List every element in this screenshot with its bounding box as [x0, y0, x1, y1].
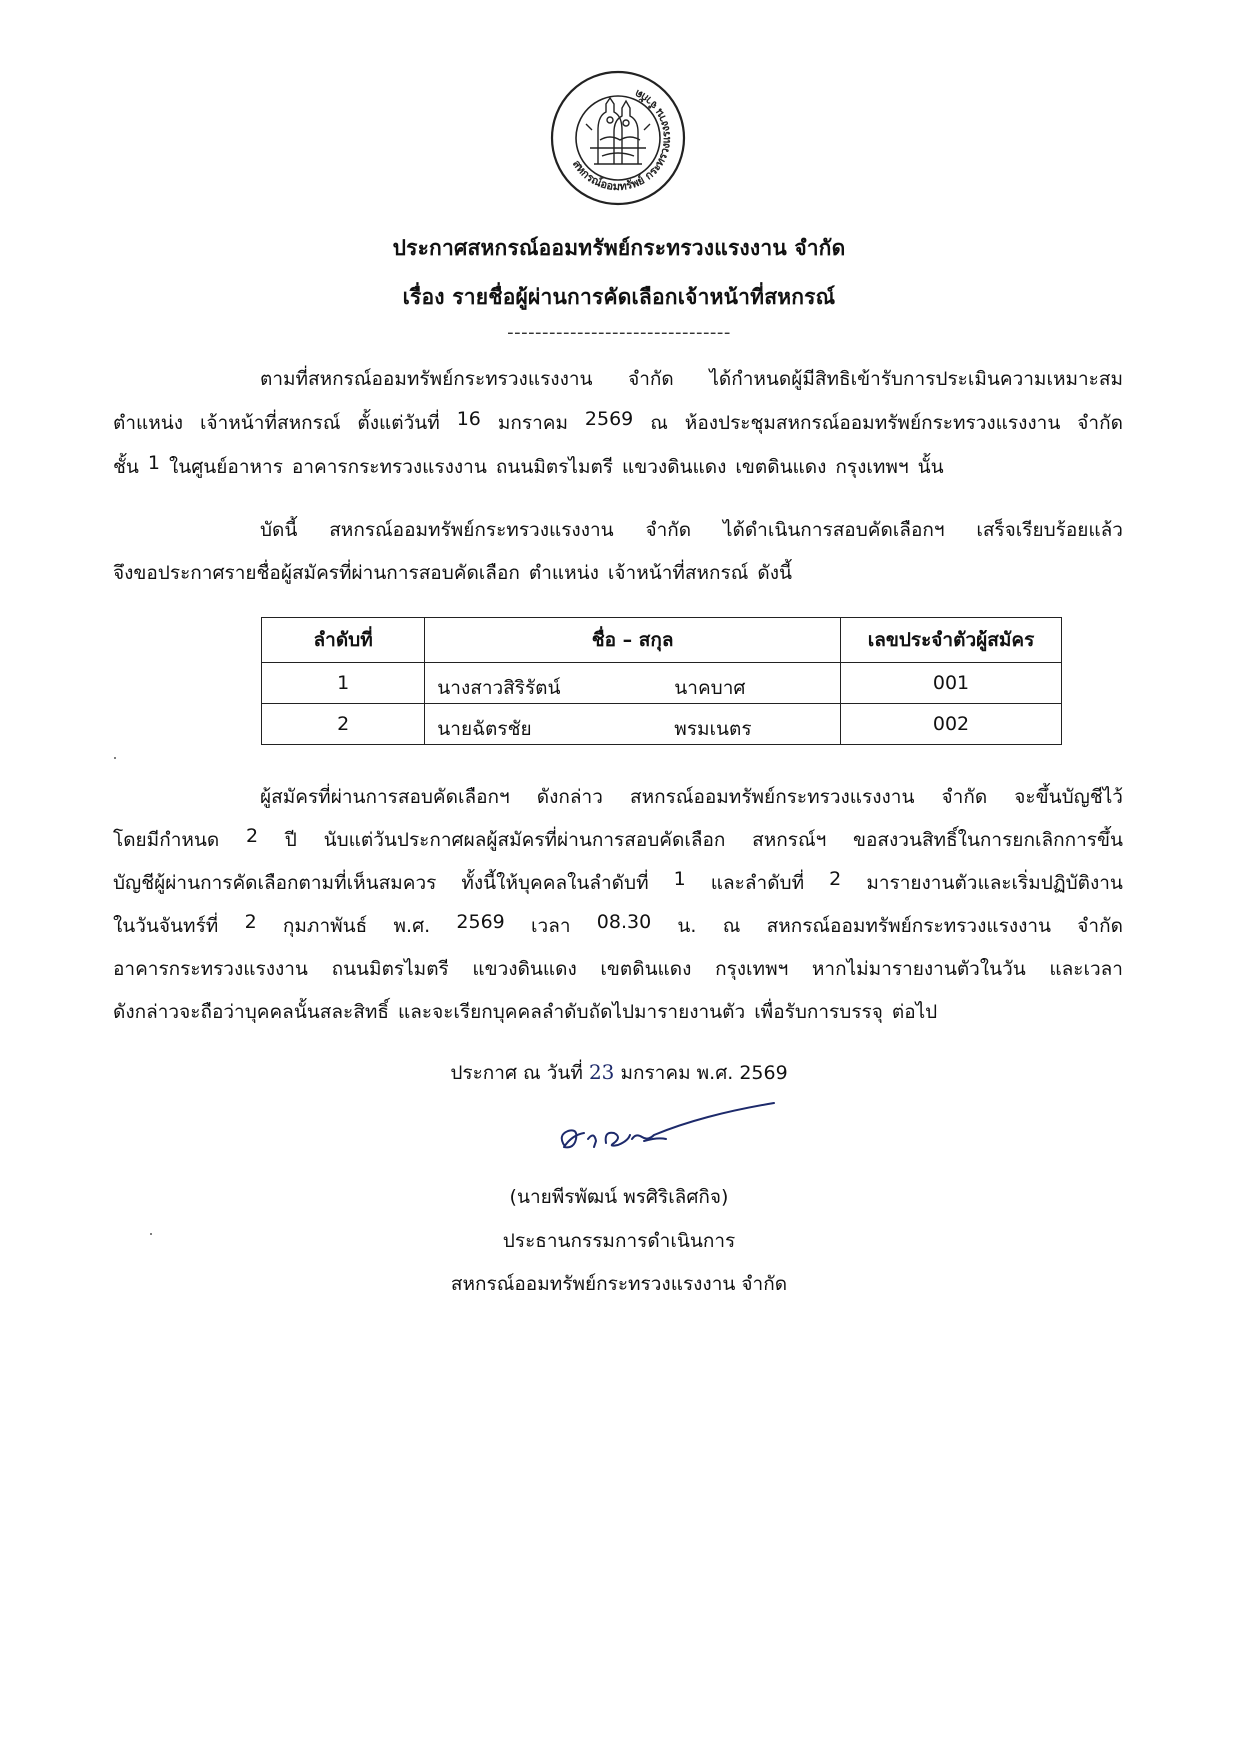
signatory-organization: สหกรณ์ออมทรัพย์กระทรวงแรงงาน จำกัด [450, 1273, 788, 1295]
paragraph-3-line-6: ดังกล่าวจะถือว่าบุคคลนั้นสละสิทธิ์ และจะเรียกบุคคลลำดับถัดไปมารายงานตัว เพื่อรับการบรรจุ ต่อไป [113, 1001, 938, 1023]
announcement-subject: เรื่อง รายชื่อผู้ผ่านการคัดเลือกเจ้าหน้าที่สหกรณ์ [402, 285, 836, 309]
row-order: 1 [262, 663, 425, 704]
table-row [262, 663, 1062, 704]
scan-speck [150, 1233, 152, 1235]
paragraph-1-line-2: ตำแหน่ง เจ้าหน้าที่สหกรณ์ ตั้งแต่วันที่ 16 มกราคม 2569 ณ ห้องประชุมสหกรณ์ออมทรัพย์กระทรวงแรงงาน จำกัด [113, 408, 1123, 434]
row-order: 2 [262, 704, 425, 745]
header-applicant-id: เลขประจำตัวผู้สมัคร [840, 618, 1061, 663]
seal-ring-text: สหกรณ์ออมทรัพย์ กระทรวงแรงงาน จำกัด [569, 86, 674, 194]
header-order: ลำดับที่ [262, 618, 425, 663]
row-applicant-id: 001 [840, 663, 1061, 704]
row-name [425, 663, 841, 704]
scan-speck [114, 757, 116, 759]
paragraph-2-line-1: บัดนี้ สหกรณ์ออมทรัพย์กระทรวงแรงงาน จำกัด ได้ดำเนินการสอบคัดเลือกฯ เสร็จเรียบร้อยแล้ว [260, 519, 1123, 541]
paragraph-1-line-3: ชั้น 1 ในศูนย์อาหาร อาคารกระทรวงแรงงาน ถนนมิตรไมตรี แขวงดินแดง เขตดินแดง กรุงเทพฯ นั้น [113, 452, 944, 478]
table-row [262, 704, 1062, 745]
date-suffix: มกราคม พ.ศ. 2569 [620, 1062, 788, 1084]
cooperative-seal-icon [548, 68, 688, 208]
first-name: นายฉัตรชัย [437, 718, 532, 740]
table-header-row [262, 618, 1062, 663]
header-name: ชื่อ – สกุล [425, 618, 841, 663]
paragraph-3-line-4: ในวันจันทร์ที่ 2 กุมภาพันธ์ พ.ศ. 2569 เวลา 08.30 น. ณ สหกรณ์ออมทรัพย์กระทรวงแรงงาน จำกัด [113, 911, 1123, 937]
paragraph-2-line-2: จึงขอประกาศรายชื่อผู้สมัครที่ผ่านการสอบคัดเลือก ตำแหน่ง เจ้าหน้าที่สหกรณ์ ดังนี้ [113, 562, 792, 584]
handwritten-day: 23 [588, 1060, 615, 1084]
last-name: พรมเนตร [674, 718, 752, 740]
paragraph-3-line-1: ผู้สมัครที่ผ่านการสอบคัดเลือกฯ ดังกล่าว สหกรณ์ออมทรัพย์กระทรวงแรงงาน จำกัด จะขึ้นบัญชีไว้ [260, 786, 1123, 808]
signature-icon [548, 1095, 788, 1165]
announcement-date [0, 1058, 1238, 1088]
row-name [425, 704, 841, 745]
paragraph-3-line-2: โดยมีกำหนด 2 ปี นับแต่วันประกาศผลผู้สมัครที่ผ่านการสอบคัดเลือก สหกรณ์ฯ ขอสงวนสิทธิ์ในการยกเลิกการขึ้น [113, 825, 1123, 851]
title-divider: -------------------------------- [507, 322, 731, 343]
first-name: นางสาวสิริรัตน์ [437, 677, 561, 699]
candidate-table [261, 617, 1062, 745]
paragraph-1-line-1: ตามที่สหกรณ์ออมทรัพย์กระทรวงแรงงาน จำกัด ได้กำหนดผู้มีสิทธิเข้ารับการประเมินความเหมาะสม [260, 368, 1123, 390]
date-prefix: ประกาศ ณ วันที่ [450, 1062, 583, 1084]
row-applicant-id: 002 [840, 704, 1061, 745]
announcement-title: ประกาศสหกรณ์ออมทรัพย์กระทรวงแรงงาน จำกัด [392, 236, 846, 260]
last-name: นาคบาศ [674, 677, 746, 699]
paragraph-3-line-5: อาคารกระทรวงแรงงาน ถนนมิตรไมตรี แขวงดินแดง เขตดินแดง กรุงเทพฯ หากไม่มารายงานตัวในวัน และเวลา [113, 958, 1123, 980]
signatory-name: (นายพีรพัฒน์ พรศิริเลิศกิจ) [509, 1186, 729, 1208]
signatory-position: ประธานกรรมการดำเนินการ [502, 1230, 736, 1252]
paragraph-3-line-3: บัญชีผู้ผ่านการคัดเลือกตามที่เห็นสมควร ทั้งนี้ให้บุคคลในลำดับที่ 1 และลำดับที่ 2 มารายงานตัวและเริ่มปฏิบัติงาน [113, 868, 1123, 894]
